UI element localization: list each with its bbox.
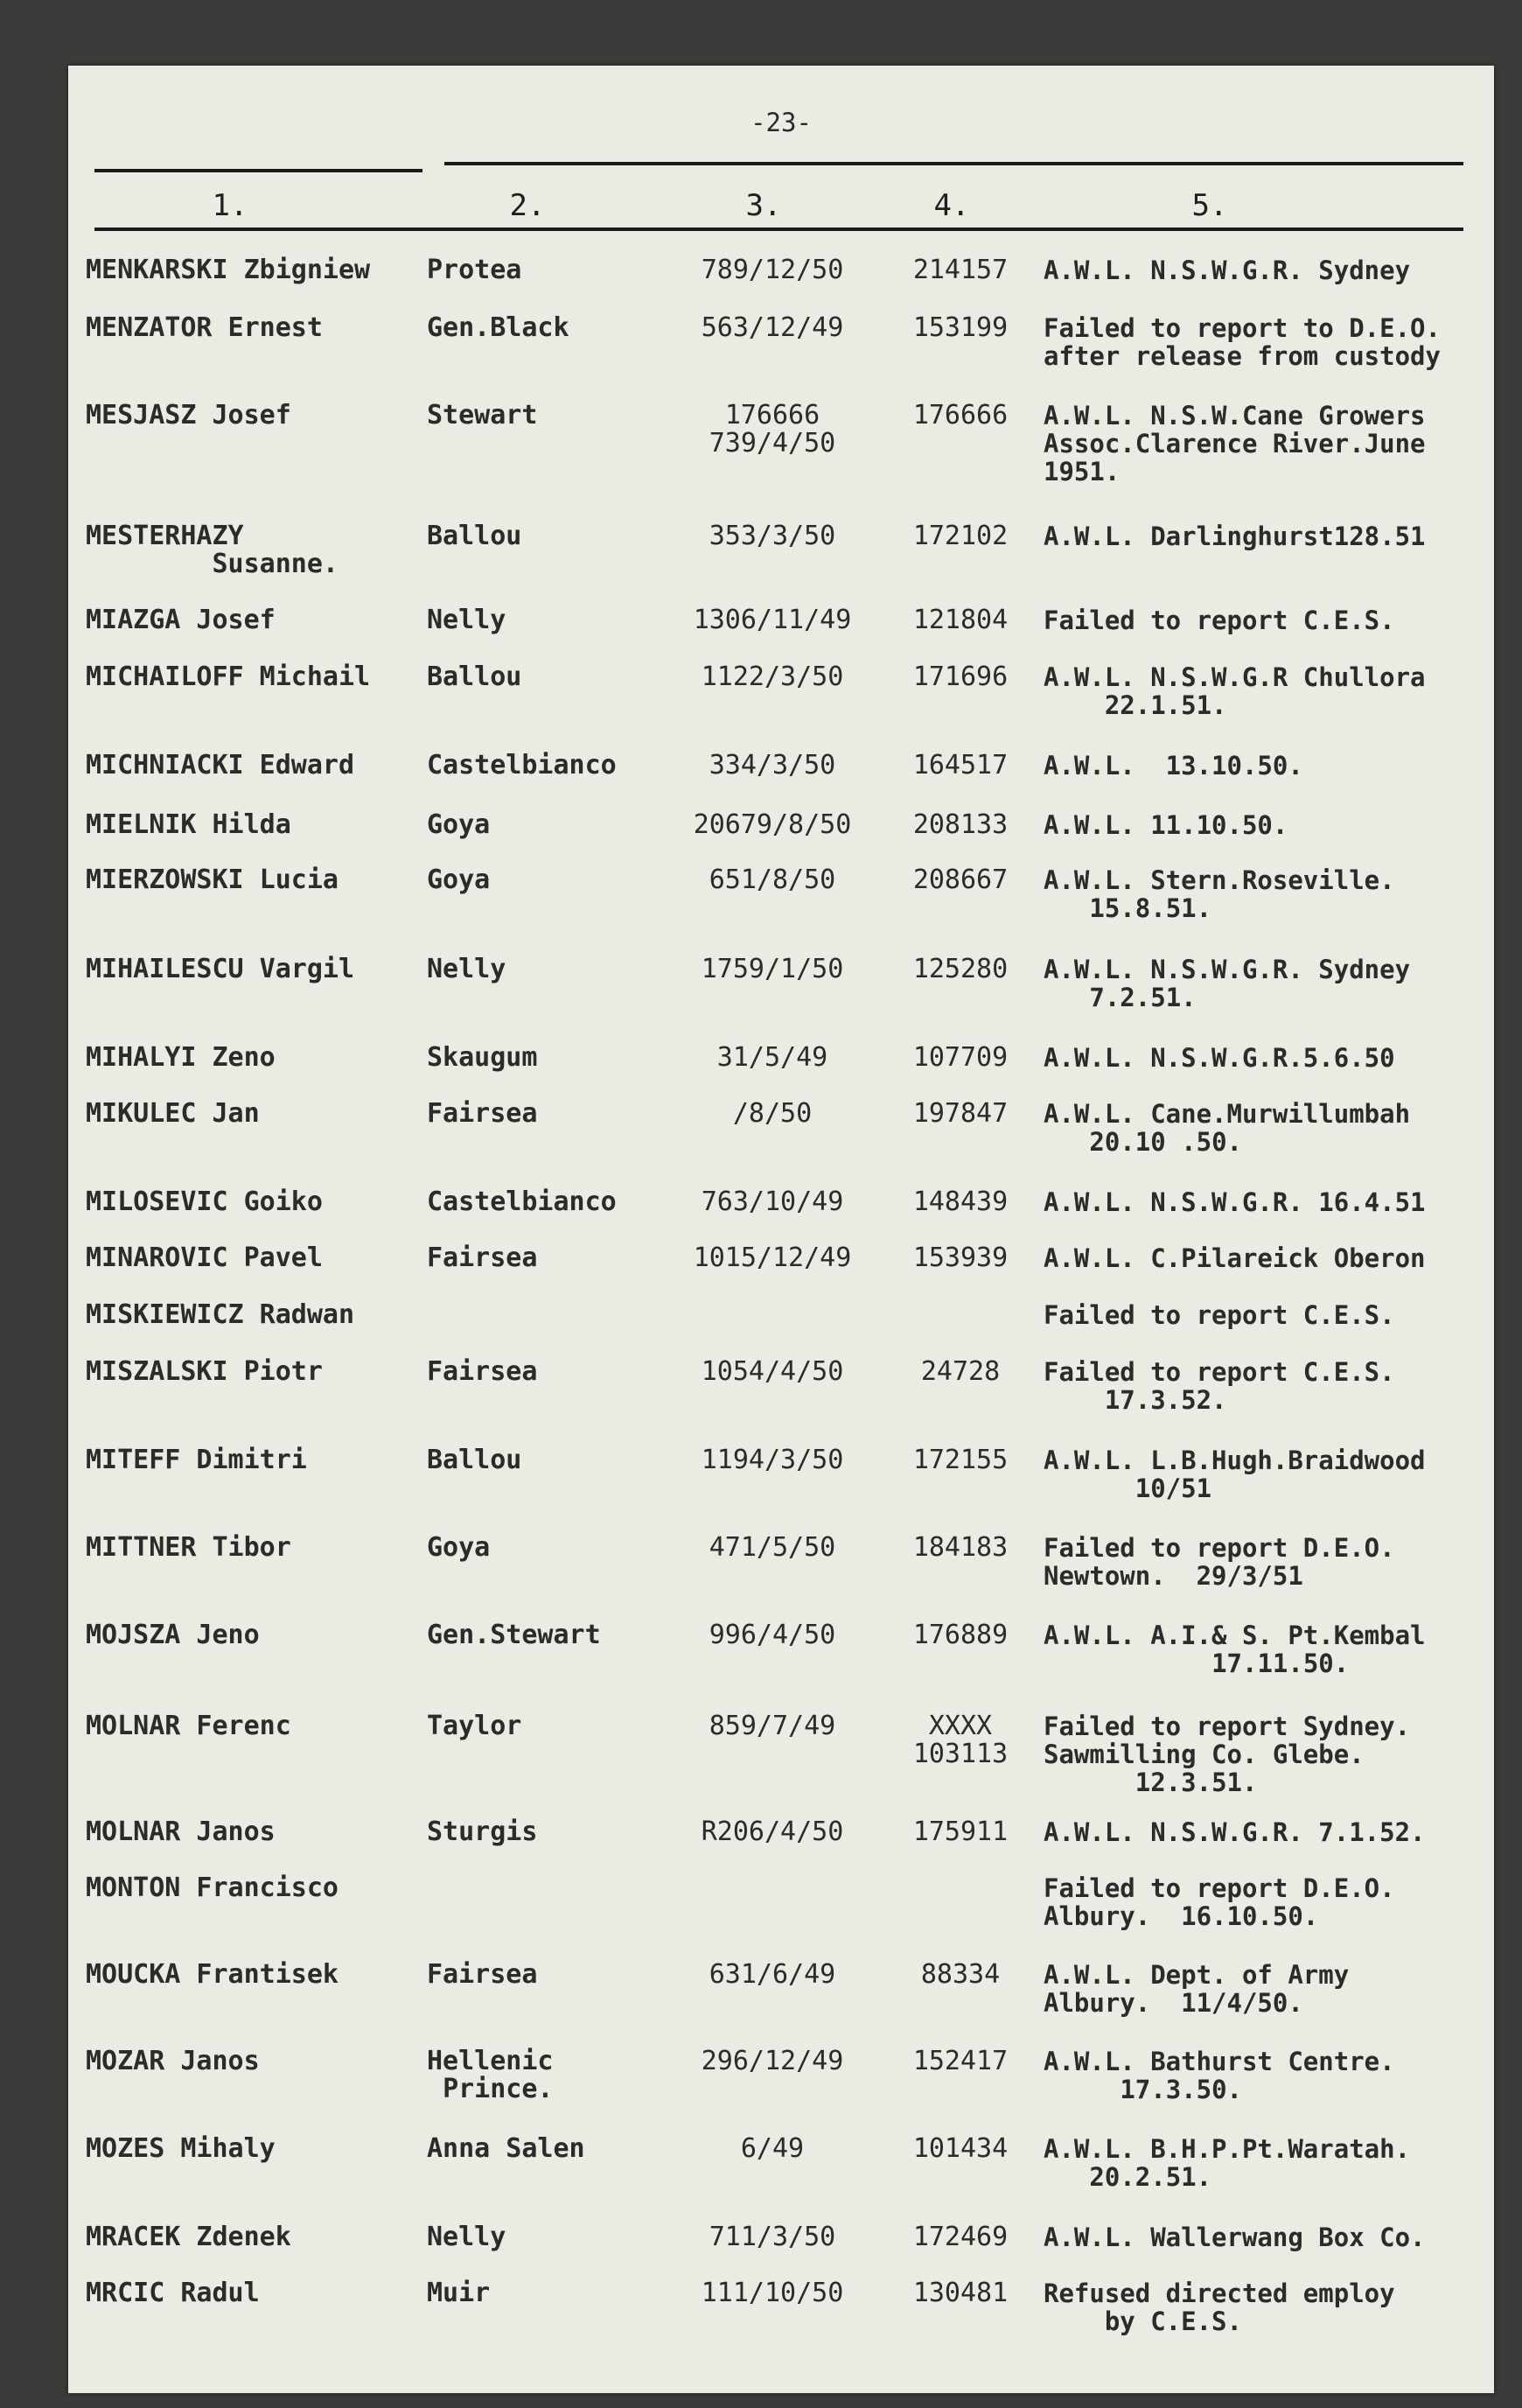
name-cell: MILOSEVIC Goiko (86, 1186, 323, 1217)
remark-cell: A.W.L. N.S.W.Cane Growers Assoc.Clarence River.June 1951. (1044, 401, 1426, 486)
reference-cell: 1306/11/49 (693, 605, 852, 635)
reference-cell: 111/10/50 (701, 2278, 844, 2308)
ship-cell: Hellenic Prince. (427, 2046, 554, 2104)
reference-cell: 1015/12/49 (693, 1242, 852, 1273)
number-cell: 101434 (912, 2133, 1009, 2164)
reference-cell: 20679/8/50 (693, 809, 852, 840)
reference-cell: 6/49 (740, 2133, 805, 2164)
remark-cell: A.W.L. Dept. of Army Albury. 11/4/50. (1044, 1960, 1350, 2018)
number-cell: 208133 (912, 809, 1009, 840)
name-cell: MINAROVIC Pavel (86, 1242, 323, 1273)
name-cell: MRCIC Radul (86, 2278, 260, 2308)
name-cell: MISZALSKI Piotr (86, 1356, 323, 1387)
remark-cell: A.W.L. 13.10.50. (1044, 751, 1303, 780)
name-cell: MRACEK Zdenek (86, 2222, 291, 2252)
ship-cell: Goya (427, 1532, 491, 1563)
remark-cell: Refused directed employ by C.E.S. (1044, 2278, 1395, 2336)
ship-cell: Gen.Black (427, 312, 569, 343)
name-cell: MOZAR Janos (86, 2046, 260, 2076)
column-heading-2: 2. (509, 188, 546, 223)
reference-cell: 763/10/49 (701, 1186, 844, 1217)
ship-cell: Taylor (427, 1711, 522, 1741)
ship-cell: Nelly (427, 2222, 506, 2252)
number-cell: 121804 (912, 605, 1009, 635)
reference-cell: 176666 739/4/50 (709, 400, 836, 458)
reference-cell: 631/6/49 (709, 1959, 836, 1990)
name-cell: MIKULEC Jan (86, 1098, 260, 1129)
page-number: -23- (751, 108, 812, 137)
remark-cell: Failed to report to D.E.O. after release from custody (1044, 313, 1441, 371)
reference-cell: 563/12/49 (701, 312, 844, 343)
reference-cell: 353/3/50 (709, 521, 836, 551)
remark-cell: A.W.L. N.S.W.G.R Chullora 22.1.51. (1044, 662, 1426, 720)
name-cell: MITEFF Dimitri (86, 1445, 307, 1475)
number-cell: 172469 (912, 2222, 1009, 2252)
remark-cell: A.W.L. N.S.W.G.R. 16.4.51 (1044, 1187, 1426, 1217)
number-cell: 153199 (912, 312, 1009, 343)
reference-cell: 651/8/50 (709, 864, 836, 895)
remark-cell: A.W.L. N.S.W.G.R. 7.1.52. (1044, 1817, 1426, 1847)
remark-cell: A.W.L. Bathurst Centre. 17.3.50. (1044, 2047, 1395, 2104)
remark-cell: Failed to report C.E.S. (1044, 1300, 1395, 1330)
name-cell: MESTERHAZY Susanne. (86, 521, 339, 579)
reference-cell: 996/4/50 (709, 1620, 836, 1650)
reference-cell: 711/3/50 (709, 2222, 836, 2252)
reference-cell: 789/12/50 (701, 255, 844, 285)
remark-cell: A.W.L. Stern.Roseville. 15.8.51. (1044, 865, 1395, 923)
header-rule-top-left (94, 169, 422, 172)
number-cell: 172102 (912, 521, 1009, 551)
remark-cell: Failed to report Sydney. Sawmilling Co. Glebe. 12.3.51. (1044, 1712, 1411, 1797)
ship-cell: Sturgis (427, 1816, 538, 1847)
remark-cell: A.W.L. N.S.W.G.R.5.6.50 (1044, 1043, 1395, 1073)
name-cell: MICHNIACKI Edward (86, 750, 355, 780)
ship-cell: Ballou (427, 521, 522, 551)
number-cell: 152417 (912, 2046, 1009, 2076)
number-cell: 153939 (912, 1242, 1009, 1273)
name-cell: MOUCKA Frantisek (86, 1959, 339, 1990)
name-cell: MESJASZ Josef (86, 400, 291, 430)
number-cell: 125280 (912, 954, 1009, 984)
remark-cell: A.W.L. B.H.P.Pt.Waratah. 20.2.51. (1044, 2134, 1411, 2192)
ship-cell: Nelly (427, 605, 506, 635)
ship-cell: Anna Salen (427, 2133, 585, 2164)
ship-cell: Ballou (427, 662, 522, 692)
remark-cell: A.W.L. Wallerwang Box Co. (1044, 2222, 1426, 2252)
remark-cell: A.W.L. N.S.W.G.R. Sydney 7.2.51. (1044, 955, 1411, 1012)
name-cell: MENZATOR Ernest (86, 312, 323, 343)
ship-cell: Stewart (427, 400, 538, 430)
name-cell: MIHALYI Zeno (86, 1042, 276, 1073)
number-cell: 130481 (912, 2278, 1009, 2308)
name-cell: MOZES Mihaly (86, 2133, 276, 2164)
remark-cell: A.W.L. L.B.Hugh.Braidwood 10/51 (1044, 1446, 1426, 1503)
ship-cell: Goya (427, 864, 491, 895)
number-cell: 208667 (912, 864, 1009, 895)
ship-cell: Skaugum (427, 1042, 538, 1073)
ship-cell: Fairsea (427, 1098, 538, 1129)
number-cell: 197847 (912, 1098, 1009, 1129)
column-heading-4: 4. (933, 188, 970, 223)
reference-cell: 859/7/49 (709, 1711, 836, 1741)
ship-cell: Ballou (427, 1445, 522, 1475)
header-rule-top-right (444, 162, 1463, 165)
number-cell: 214157 (912, 255, 1009, 285)
reference-cell: /8/50 (732, 1098, 813, 1129)
column-heading-3: 3. (745, 188, 782, 223)
ship-cell: Fairsea (427, 1959, 538, 1990)
name-cell: MIERZOWSKI Lucia (86, 864, 339, 895)
name-cell: MIHAILESCU Vargil (86, 954, 355, 984)
number-cell: 24728 (920, 1356, 1001, 1387)
reference-cell: 296/12/49 (701, 2046, 844, 2076)
ship-cell: Castelbianco (427, 1186, 617, 1217)
remark-cell: Failed to report D.E.O. Albury. 16.10.50. (1044, 1873, 1395, 1931)
name-cell: MOJSZA Jeno (86, 1620, 260, 1650)
name-cell: MITTNER Tibor (86, 1532, 291, 1563)
remark-cell: Failed to report D.E.O. Newtown. 29/3/51 (1044, 1533, 1395, 1591)
number-cell: 107709 (912, 1042, 1009, 1073)
remark-cell: A.W.L. C.Pilareick Oberon (1044, 1243, 1426, 1273)
number-cell: 171696 (912, 662, 1009, 692)
column-heading-1: 1. (212, 188, 248, 223)
ship-cell: Gen.Stewart (427, 1620, 601, 1650)
number-cell: 184183 (912, 1532, 1009, 1563)
ship-cell: Fairsea (427, 1242, 538, 1273)
ship-cell: Goya (427, 809, 491, 840)
name-cell: MIAZGA Josef (86, 605, 276, 635)
remark-cell: A.W.L. Cane.Murwillumbah 20.10 .50. (1044, 1099, 1411, 1157)
name-cell: MENKARSKI Zbigniew (86, 255, 371, 285)
header-rule-bottom (94, 228, 1463, 231)
number-cell: 175911 (912, 1816, 1009, 1847)
ship-cell: Castelbianco (427, 750, 617, 780)
name-cell: MICHAILOFF Michail (86, 662, 371, 692)
name-cell: MOLNAR Janos (86, 1816, 276, 1847)
remark-cell: Failed to report C.E.S. 17.3.52. (1044, 1357, 1395, 1415)
reference-cell: 1122/3/50 (701, 662, 844, 692)
name-cell: MONTON Francisco (86, 1872, 339, 1903)
remark-cell: A.W.L. N.S.W.G.R. Sydney (1044, 256, 1411, 285)
remark-cell: A.W.L. A.I.& S. Pt.Kembal 17.11.50. (1044, 1620, 1426, 1678)
remark-cell: A.W.L. 11.10.50. (1044, 810, 1288, 840)
number-cell: 164517 (912, 750, 1009, 780)
number-cell: 172155 (912, 1445, 1009, 1475)
number-cell: 148439 (912, 1186, 1009, 1217)
ship-cell: Nelly (427, 954, 506, 984)
number-cell: 176666 (912, 400, 1009, 430)
reference-cell: R206/4/50 (701, 1816, 844, 1847)
document-page (68, 66, 1494, 2393)
name-cell: MISKIEWICZ Radwan (86, 1299, 355, 1330)
name-cell: MIELNIK Hilda (86, 809, 291, 840)
column-heading-5: 5. (1191, 188, 1228, 223)
ship-cell: Muir (427, 2278, 491, 2308)
remark-cell: A.W.L. Darlinghurst128.51 (1044, 522, 1426, 551)
number-cell: XXXX 103113 (912, 1711, 1009, 1769)
remark-cell: Failed to report C.E.S. (1044, 606, 1395, 635)
reference-cell: 334/3/50 (709, 750, 836, 780)
ship-cell: Protea (427, 255, 522, 285)
reference-cell: 1194/3/50 (701, 1445, 844, 1475)
number-cell: 88334 (920, 1959, 1001, 1990)
reference-cell: 471/5/50 (709, 1532, 836, 1563)
ship-cell: Fairsea (427, 1356, 538, 1387)
number-cell: 176889 (912, 1620, 1009, 1650)
reference-cell: 31/5/49 (716, 1042, 828, 1073)
reference-cell: 1054/4/50 (701, 1356, 844, 1387)
reference-cell: 1759/1/50 (701, 954, 844, 984)
name-cell: MOLNAR Ferenc (86, 1711, 291, 1741)
